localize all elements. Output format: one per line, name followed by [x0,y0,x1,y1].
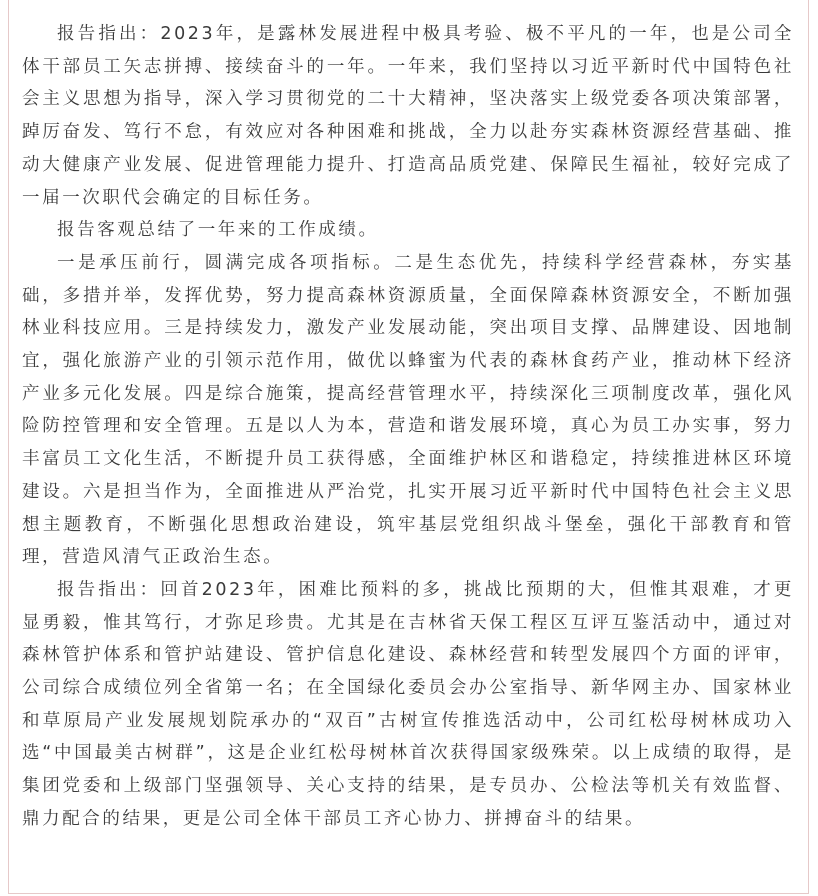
article-body [22,18,794,836]
paragraph-achievements: 一是承压前行，圆满完成各项指标。二是生态优先，持续科学经营森林，夯实基础，多措并举，发挥优势，努力提高森林资源质量，全面保障森林资源安全，不断加强林业科技应用。三是持续发力，激发产业发展动能，突出项目支撑、品牌建设、因地制宜，强化旅游产业的引领示范作用，做优以蜂蜜为代表的森林食药产业，推动林下经济产业多元化发展。四是综合施策，提高经营管理水平，持续深化三项制度改革，强化风险防控管理和安全管理。五是以人为本，营造和谐发展环境，真心为员工办实事，努力丰富员工文化生活，不断提升员工获得感，全面维护林区和谐稳定，持续推进林区环境建设。六是担当作为，全面推进从严治党，扎实开展习近平新时代中国特色社会主义思想主题教育，不断强化思想政治建设，筑牢基层党组织战斗堡垒，强化干部教育和管理，营造风清气正政治生态。 [22,252,794,568]
paragraph-summary-lead: 报告客观总结了一年来的工作成绩。 [57,220,379,241]
paragraph-review-2023: 报告指出：回首2023年，困难比预料的多，挑战比预期的大，但惟其艰难，才更显勇毅，惟其笃行，才弥足珍贵。尤其是在吉林省天保工程区互评互鉴活动中，通过对森林管护体系和管护站建设、管护信息化建设、森林经营和转型发展四个方面的评审，公司综合成绩位列全省第一名；在全国绿化委员会办公室指导、新华网主办、国家林业和草原局产业发展规划院承办的“双百”古树宣传推选活动中，公司红松母树林成功入选“中国最美古树群”，这是企业红松母树林首次获得国家级殊荣。以上成绩的取得，是集团党委和上级部门坚强领导、关心支持的结果，是专员办、公检法等机关有效监督、鼎力配合的结果，更是公司全体干部员工齐心协力、拼搏奋斗的结果。 [22,579,794,829]
paragraph-report-intro: 报告指出：2023年，是露林发展进程中极具考验、极不平凡的一年，也是公司全体干部员工矢志拼搏、接续奋斗的一年。一年来，我们坚持以习近平新时代中国特色社会主义思想为指导，深入学习贯彻党的二十大精神，坚决落实上级党委各项决策部署，踔厉奋发、笃行不怠，有效应对各种困难和挑战，全力以赴夯实森林资源经营基础、推动大健康产业发展、促进管理能力提升、打造高品质党建、保障民生福祉，较好完成了一届一次职代会确定的目标任务。 [22,24,794,208]
